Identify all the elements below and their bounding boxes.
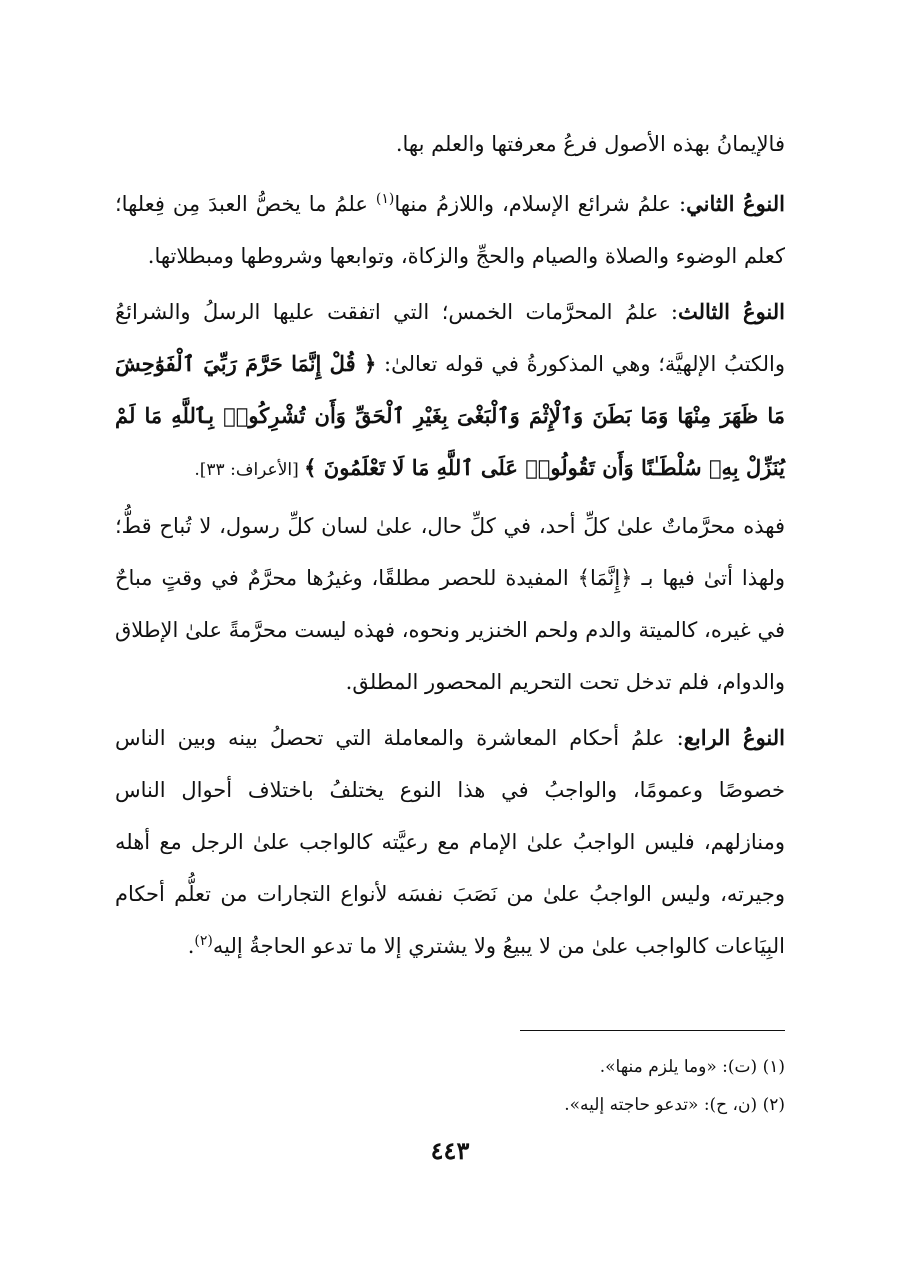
fourth-type-end: . (187, 934, 195, 958)
paragraph-fourth-type (115, 712, 785, 972)
footnotes (115, 1050, 785, 1126)
footnote-2-text: (ن، ح): «تدعو حاجته إليه». (564, 1095, 758, 1115)
verse-reference: [الأعراف: ٣٣]. (194, 460, 305, 480)
fourth-type-text: : علمُ أحكام المعاشرة والمعاملة التي تحصلُ بينه وبين الناس خصوصًا وعمومًا، والواجبُ في هذا النوع يختلفُ باختلاف أحوال الناس ومنازلهم، فليس الواجبُ علىٰ الإمام مع رعيَّته كالواجب علىٰ الرجل مع أهله وجيرته، وليس الواجبُ علىٰ من نَصَبَ نفسَه لأنواع التجارات من تعلُّم أحكام البِيَاعات كالواجب علىٰ من لا يبيعُ ولا يشتري إلا ما تدعو الحاجةُ إليه (115, 726, 785, 958)
paragraph-third-type (115, 286, 785, 496)
footnote-1-number: (١) (762, 1057, 785, 1077)
paragraph-second-type (115, 178, 785, 282)
forbidden-explanation-text: فهذه محرَّماتٌ علىٰ كلِّ أحد، في كلِّ حال، علىٰ لسان كلِّ رسول، لا تُباح قطُّ؛ ولهذا أتىٰ فيها بـ ﴿إِنَّمَا﴾ المفيدة للحصر مطلقًا، وغيرُها محرَّمٌ في وقتٍ مباحٌ في غيره، كالميتة والدم ولحم الخنزير ونحوه، فهذه ليست محرَّمةً علىٰ الإطلاق والدوام، فلم تدخل تحت التحريم المحصور المطلق. (115, 514, 786, 694)
fourth-type-heading: النوعُ الرابع (683, 725, 785, 750)
page-number: ٤٤٣ (430, 1136, 470, 1165)
footnote-2-number: (٢) (762, 1095, 785, 1115)
third-type-text: : علمُ المحرَّمات الخمس؛ التي اتفقت عليها الرسلُ والشرائعُ والكتبُ الإلهيَّة؛ وهي المذكورةُ في قوله تعالىٰ: (115, 300, 786, 376)
footnote-1-text: (ت): «وما يلزم منها». (599, 1057, 758, 1077)
footnote-separator (520, 1030, 785, 1031)
footnote-1 (115, 1050, 785, 1084)
footnote-2 (115, 1088, 785, 1122)
second-type-text-a: : علمُ شرائع الإسلام، واللازمُ منها (394, 192, 687, 216)
second-type-heading: النوعُ الثاني (686, 191, 785, 216)
paragraph-forbidden-explanation (115, 500, 785, 708)
footnote-marker-1: (١) (375, 191, 395, 207)
third-type-heading: النوعُ الثالث (677, 299, 785, 324)
second-type-text-b: علمُ ما يخصُّ العبدَ مِن فِعلها؛ كعلم الوضوء والصلاة والصيام والحجِّ والزكاة، وتوابعها وشروطها ومبطلاتها. (115, 192, 785, 268)
book-page (115, 118, 785, 1178)
intro-paragraph (115, 118, 785, 170)
intro-text: فالإيمانُ بهذه الأصول فرعُ معرفتها والعلم بها. (395, 132, 785, 156)
quran-verse: ﴿ قُلْ إِنَّمَا حَرَّمَ رَبِّيَ ٱلْفَوَٰحِشَ مَا ظَهَرَ مِنْهَا وَمَا بَطَنَ وَٱلْإِثْمَ وَٱلْبَغْىَ بِغَيْرِ ٱلْحَقِّ وَأَن تُشْرِكُوا۟ بِٱللَّهِ مَا لَمْ يُنَزِّلْ بِهِۦ سُلْطَـٰنًا وَأَن تَقُولُوا۟ عَلَى ٱللَّهِ مَا لَا تَعْلَمُونَ ﴾ (115, 351, 785, 480)
footnote-marker-2: (٢) (194, 933, 213, 949)
